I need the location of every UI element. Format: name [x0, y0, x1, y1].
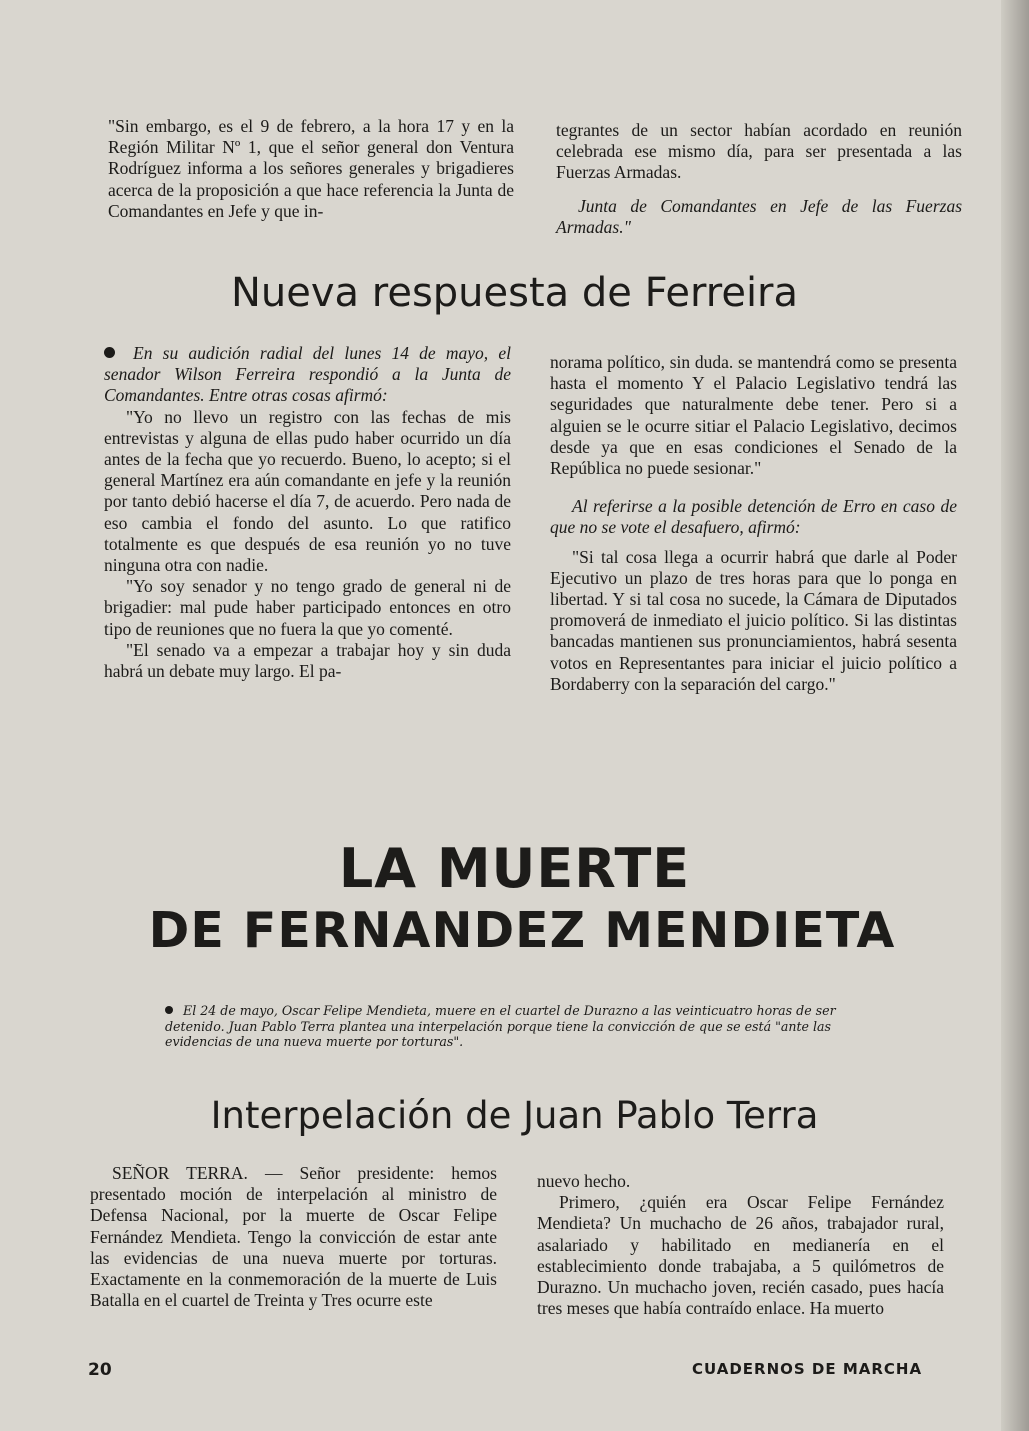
mendieta-lead [165, 1003, 865, 1050]
terra-paragraph: Primero, ¿quién era Oscar Felipe Fernández Mendieta? Un muchacho de 26 años, trabajador rural, asalariado y habilitado en medianería en el establecimiento donde trabajaba, a 5 quilómetros de Durazno. Un muchacho joven, recién casado, pues hacía tres meses que había contraído enlace. Ha muerto [537, 1192, 944, 1319]
ferreira-paragraph: norama político, sin duda. se mantendrá como se presenta hasta el momento Y el Palacio Legislativo tendrá las seguridades que naturalmente debe tener. Pero si a alguien se le ocurre sitiar el Palacio Legislativo, decimos desde ya que en esas condiciones el Senado de la República no puede sesionar." [550, 352, 957, 479]
headline-line-1: LA MUERTE [338, 837, 691, 900]
terra-right-column [537, 1171, 944, 1319]
bullet-icon [104, 347, 115, 358]
erro-intro: Al referirse a la posible detención de Erro en caso de que no se vote el desafuero, afirmó: [550, 496, 957, 538]
top-right-paragraph: tegrantes de un sector habían acordado en reunión celebrada ese mismo día, para ser presentada a las Fuerzas Armadas. [556, 120, 962, 183]
ferreira-intro [104, 343, 511, 407]
terra-paragraph: nuevo hecho. [537, 1171, 631, 1191]
page-number: 20 [88, 1360, 112, 1380]
terra-paragraph [90, 1163, 497, 1311]
top-left-column [108, 116, 514, 222]
section-title-terra: Interpelación de Juan Pablo Terra [210, 1094, 819, 1137]
ferreira-paragraph: "El senado va a empezar a trabajar hoy y sin duda habrá un debate muy largo. El pa- [104, 639, 511, 682]
ferreira-left-column [104, 343, 511, 682]
ferreira-paragraph: "Yo no llevo un registro con las fechas de mis entrevistas y alguna de ellas pudo haber ocurrido un día antes de la fecha que yo recuerdo. Bueno, lo acepto; si el general Martínez era aún comandante en jefe y la reunión por tanto debió hacerse el día 7, de acuerdo. Pero nada de eso cambia el fondo del asunto. Lo que ratifico totalmente es que después de esa reunión yo no tuve ninguna otra con nadie. [104, 406, 511, 576]
top-right-column [556, 120, 962, 238]
section-title-ferreira: Nueva respuesta de Ferreira [230, 270, 799, 316]
publication-name: CUADERNOS DE MARCHA [692, 1360, 923, 1378]
ferreira-paragraph: "Si tal cosa llega a ocurrir habrá que darle al Poder Ejecutivo un plazo de tres horas para que lo ponga en libertad. Y si tal cosa no sucede, la Cámara de Diputados promoverá de inmediato el juicio político. Si las distintas bancadas mantienen sus pronunciamientos, habrá sesenta votos en Representantes para iniciar el juicio político a Bordaberry con la separación del cargo." [550, 546, 957, 694]
bullet-icon [165, 1006, 173, 1014]
terra-paragraph-text: — Señor presidente: hemos presentado moción de interpelación al ministro de Defensa Nacional, por la muerte de Oscar Felipe Fernández Mendieta. Tengo la convicción de estar ante las evidencias de una nueva muerte por torturas. Exactamente en la conmemoración de la muerte de Luis Batalla en el cuartel de Treinta y Tres ocurre este [90, 1163, 497, 1311]
ferreira-intro-text: En su audición radial del lunes 14 de mayo, el senador Wilson Ferreira respondió a la Junta de Comandantes. Entre otras cosas afirmó: [104, 343, 511, 406]
top-left-paragraph: "Sin embargo, es el 9 de febrero, a la hora 17 y en la Región Militar Nº 1, que el señor general don Ventura Rodríguez informa a los señores generales y brigadieres acerca de la proposición a que hace referencia la Junta de Comandantes en Jefe y que in- [108, 116, 514, 221]
ferreira-right-column [550, 352, 957, 695]
junta-signature: Junta de Comandantes en Jefe de las Fuerzas Armadas." [556, 195, 962, 237]
headline-line-2: DE FERNANDEZ MENDIETA [148, 902, 896, 959]
terra-left-column [90, 1163, 497, 1311]
speaker-label: SEÑOR TERRA. [112, 1163, 248, 1183]
ferreira-paragraph: "Yo soy senador y no tengo grado de general ni de brigadier: mal pude haber participado entonces en otro tipo de reuniones que no fuera la que yo comenté. [104, 576, 511, 639]
mendieta-lead-text: El 24 de mayo, Oscar Felipe Mendieta, muere en el cuartel de Durazno a las veinticuatro horas de ser detenido. Juan Pablo Terra plantea una interpelación porque tiene la convicción de que se está "ante las evidencias de una nueva muerte por torturas". [165, 1003, 836, 1049]
page-edge-shadow [1001, 0, 1029, 1431]
